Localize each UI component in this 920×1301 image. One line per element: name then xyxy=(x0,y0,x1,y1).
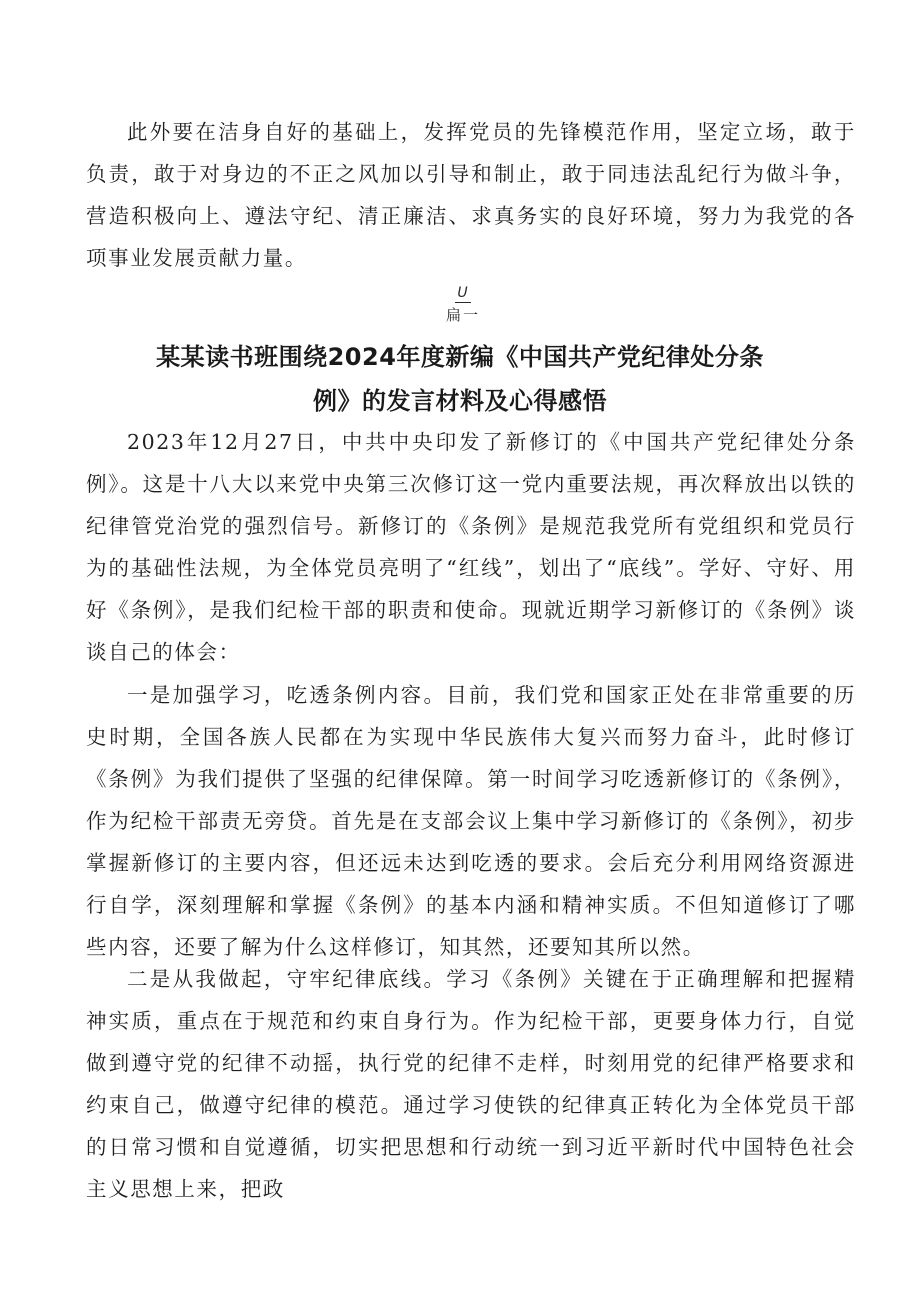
document-title-line-1: 某某读书班围绕2024年度新编《中国共产党纪律处分条 xyxy=(156,343,764,371)
paragraph-intro: 2023年12月27日，中共中央印发了新修订的《中国共产党纪律处分条例》。这是十八大以来党中央第三次修订这一党内重要法规，再次释放出以铁的纪律管党治党的强烈信号。新修订的《条例》是规范我党所有党组织和党员行为的基础性法规，为全体党员亮明了“红线”，划出了“底线”。学好、守好、用好《条例》，是我们纪检干部的职责和使命。现就近期学习新修订的《条例》谈谈自己的体会： xyxy=(86,430,856,664)
section-marker-label: 扁一 xyxy=(445,306,480,324)
paragraph-point-one: 一是加强学习，吃透条例内容。目前，我们党和国家正处在非常重要的历史时期，全国各族人民都在为实现中华民族伟大复兴而努力奋斗，此时修订《条例》为我们提供了坚强的纪律保障。第一时间学习吃透新修订的《条例》，作为纪检干部责无旁贷。首先是在支部会议上集中学习新修订的《条例》，初步掌握新修订的主要内容，但还远未达到吃透的要求。会后充分利用网络资源进行自学，深刻理解和掌握《条例》的基本内涵和精神实质。不但知道修订了哪些内容，还要了解为什么这样修订，知其然，还要知其所以然。 xyxy=(86,683,856,959)
section-marker-symbol: U xyxy=(457,285,469,301)
document-title-line-2: 例》的发言材料及心得感悟 xyxy=(313,387,607,415)
paragraph-point-two: 二是从我做起，守牢纪律底线。学习《条例》关键在于正确理解和把握精神实质，重点在于规范和约束自身行为。作为纪检干部，更要身体力行，自觉做到遵守党的纪律不动摇，执行党的纪律不走样，时刻用党的纪律严格要求和约束自己，做遵守纪律的模范。通过学习使铁的纪律真正转化为全体党员干部的日常习惯和自觉遵循，切实把思想和行动统一到习近平新时代中国特色社会主义思想上来，把政 xyxy=(86,967,856,1201)
section-marker xyxy=(438,282,488,325)
paragraph-closing-previous-section: 此外要在洁身自好的基础上，发挥党员的先锋模范作用，坚定立场，敢于负责，敢于对身边的不正之风加以引导和制止，敢于同违法乱纪行为做斗争，营造积极向上、遵法守纪、清正廉洁、求真务实的良好环境，努力为我党的各项事业发展贡献力量。 xyxy=(86,120,856,270)
